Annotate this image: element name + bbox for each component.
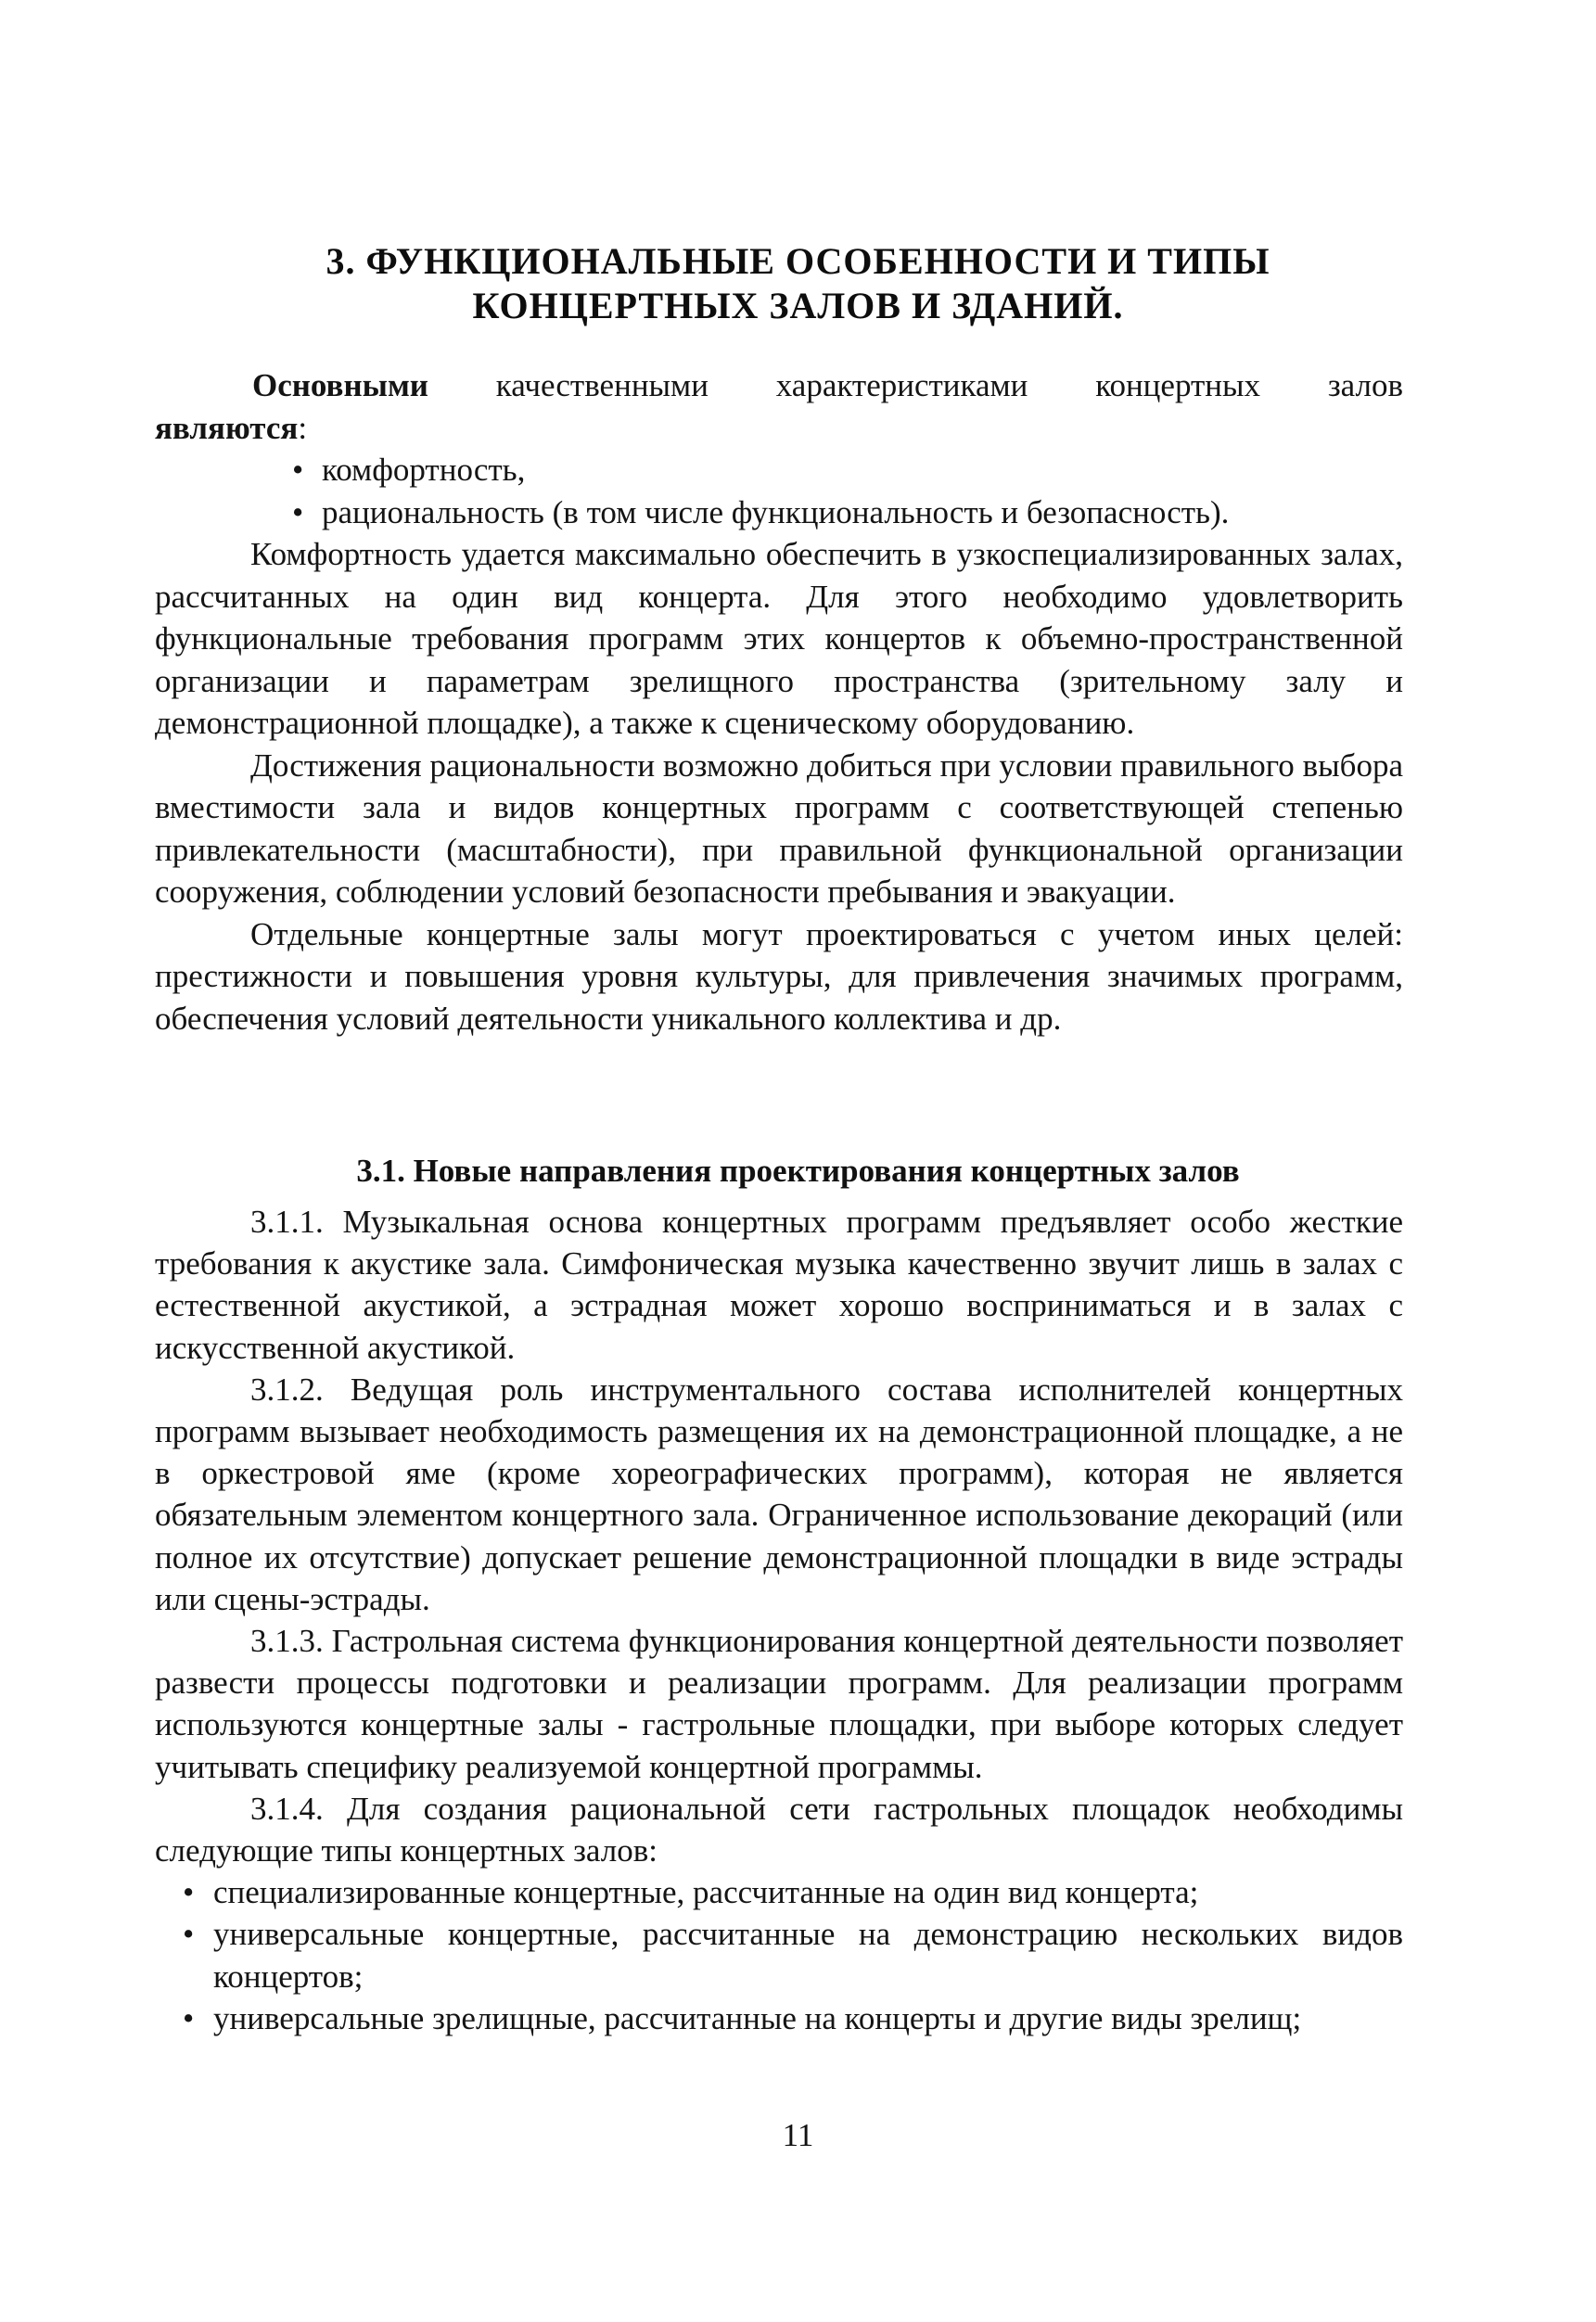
subsection-3-1-1: 3.1.1. Музыкальная основа концертных программ предъявляет особо жесткие требования к акустике зала. Симфоническая музыка качественно звучит лишь в залах с естественной акустикой, а эстрадная может хорошо восприниматься и в залах с искусственной акустикой. <box>155 1204 1403 1366</box>
bullet-icon: • <box>183 1874 195 1911</box>
chapter-title-line-1: 3. ФУНКЦИОНАЛЬНЫЕ ОСОБЕННОСТИ И ТИПЫ <box>326 240 1270 282</box>
quality-list <box>155 449 1403 533</box>
hall-types-list <box>155 1871 1403 2039</box>
chapter-title-line-2: КОНЦЕРТНЫХ ЗАЛОВ И ЗДАНИЙ. <box>472 285 1124 326</box>
subsection-3-1-2: 3.1.2. Ведущая роль инструментального состава исполнителей концертных программ вызывает необходимость размещения их на демонстрационной площадке, а не в оркестровой яме (кроме хореографических программ), которая не является обязательным элементом концертного зала. Ограниченное использование декораций (или полное их отсутствие) допускает решение демонстрационной площадки в виде эстрады или сцены-эстрады. <box>155 1371 1403 1617</box>
hall-type-2: универсальные концертные, рассчитанные на демонстрацию нескольких видов концертов; <box>213 1916 1403 1995</box>
intro-lead <box>155 364 1403 407</box>
hall-type-3: универсальные зрелищные, рассчитанные на концерты и другие виды зрелищ; <box>213 1999 1302 2036</box>
quality-list-item-1: комфортность, <box>322 452 526 488</box>
intro-tail <box>155 410 307 446</box>
paragraph-comfort: Комфортность удается максимально обеспечить в узкоспециализированных залах, рассчитанных на один вид концерта. Для этого необходимо удовлетворить функциональные требования программ этих концертов к объемно-пространственной организации и параметрам зрелищного пространства (зрительному залу и демонстрационной площадке), а также к сценическому оборудованию. <box>155 536 1403 741</box>
intro-tail-rest: : <box>298 409 308 446</box>
bullet-icon: • <box>183 1916 195 1953</box>
list-item <box>155 491 1403 534</box>
paragraph-other-goals: Отдельные концертные залы могут проектироваться с учетом иных целей: престижности и повышения уровня культуры, для привлечения значимых программ, обеспечения условий деятельности уникального коллектива и др. <box>155 915 1403 1037</box>
bullet-icon: • <box>292 493 304 530</box>
section-heading: 3.1. Новые направления проектирования концертных залов <box>356 1153 1240 1189</box>
quality-list-item-2: рациональность (в том числе функциональность и безопасность). <box>322 493 1230 530</box>
list-item <box>155 1871 1403 1913</box>
subsection-3-1-3: 3.1.3. Гастрольная система функционирования концертной деятельности позволяет развести процессы подготовки и реализации программ. Для реализации программ используются концертные залы - гастрольные площадки, при выборе которых следует учитывать специфику реализуемой концертной программы. <box>155 1623 1403 1785</box>
subsection-3-1-4: 3.1.4. Для создания рациональной сети гастрольных площадок необходимы следующие типы концертных залов: <box>155 1790 1403 1869</box>
list-item <box>155 1913 1403 1997</box>
subsections-block <box>155 1201 1403 2039</box>
intro-lead-rest: качественными характеристиками концертных залов <box>428 367 1403 403</box>
list-item <box>155 1997 1403 2039</box>
bullet-icon: • <box>292 452 304 488</box>
intro-block <box>155 364 1403 1040</box>
chapter-title <box>0 239 1596 328</box>
hall-type-1: специализированные концертные, рассчитанные на один вид концерта; <box>213 1874 1199 1911</box>
intro-tail-bold: являются <box>155 409 299 446</box>
list-item <box>155 449 1403 491</box>
bullet-icon: • <box>183 1999 195 2036</box>
intro-lead-bold: Основными <box>252 367 428 403</box>
page-number: 11 <box>782 2117 814 2153</box>
paragraph-rationality: Достижения рациональности возможно добиться при условии правильного выбора вместимости зала и видов концертных программ с соответствующей степенью привлекательности (масштабности), при правильной функциональной организации сооружения, соблюдении условий безопасности пребывания и эвакуации. <box>155 746 1403 910</box>
